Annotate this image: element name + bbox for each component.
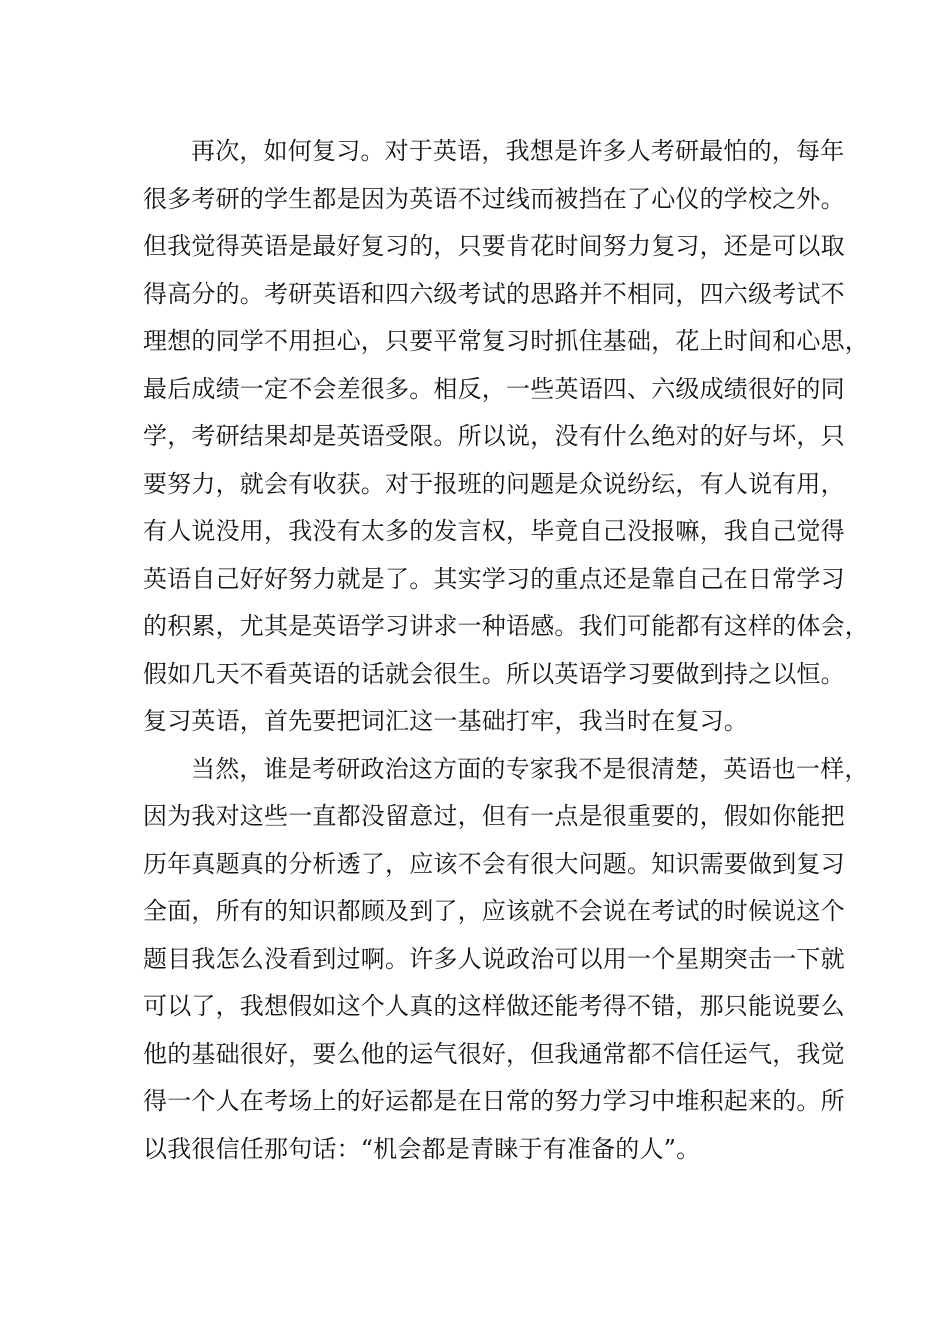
- text-line: 复习英语，首先要把词汇这一基础打牢，我当时在复习。: [143, 707, 748, 735]
- text-line: 得高分的。考研英语和四六级考试的思路并不相同，四六级考试不: [143, 279, 845, 308]
- text-line: 但我觉得英语是最好复习的，只要肯花时间努力复习，还是可以取: [143, 232, 845, 260]
- paragraph-english-review: [143, 128, 869, 746]
- text-line: 可以了，我想假如这个人真的这样做还能考得不错，那只能说要么: [143, 992, 845, 1020]
- text-line: 他的基础很好，要么他的运气很好，但我通常都不信任运气，我觉: [143, 1039, 845, 1068]
- text-line: 的积累，尤其是英语学习讲求一种语感。我们可能都有这样的体会，: [143, 612, 869, 640]
- text-line: 当然，谁是考研政治这方面的专家我不是很清楚，英语也一样，: [191, 754, 869, 783]
- text-line: 最后成绩一定不会差很多。相反，一些英语四、六级成绩很好的同: [143, 374, 845, 403]
- text-line: 以我很信任那句话：“机会都是青睐于有准备的人”。: [143, 1134, 701, 1163]
- document-body: [143, 128, 869, 1173]
- text-line: 题目我怎么没看到过啊。许多人说政治可以用一个星期突击一下就: [143, 944, 845, 973]
- paragraph-politics-review: [143, 746, 869, 1174]
- text-line: 有人说没用，我没有太多的发言权，毕竟自己没报嘛，我自己觉得: [143, 517, 845, 545]
- text-line: 全面，所有的知识都顾及到了，应该就不会说在考试的时候说这个: [143, 897, 845, 925]
- text-line: 得一个人在考场上的好运都是在日常的努力学习中堆积起来的。所: [143, 1087, 845, 1115]
- text-line: 再次，如何复习。对于英语，我想是许多人考研最怕的，每年: [191, 137, 845, 165]
- text-line: 很多考研的学生都是因为英语不过线而被挡在了心仪的学校之外。: [143, 184, 845, 213]
- text-line: 要努力，就会有收获。对于报班的问题是众说纷纭，有人说有用，: [143, 469, 845, 498]
- text-line: 因为我对这些一直都没留意过，但有一点是很重要的，假如你能把: [143, 802, 845, 830]
- text-line: 历年真题真的分析透了，应该不会有很大问题。知识需要做到复习: [143, 849, 845, 878]
- text-line: 学，考研结果却是英语受限。所以说，没有什么绝对的好与坏，只: [143, 422, 845, 450]
- text-line: 理想的同学不用担心，只要平常复习时抓住基础，花上时间和心思，: [143, 327, 869, 355]
- text-line: 假如几天不看英语的话就会很生。所以英语学习要做到持之以恒。: [143, 659, 845, 688]
- text-line: 英语自己好好努力就是了。其实学习的重点还是靠自己在日常学习: [143, 564, 845, 593]
